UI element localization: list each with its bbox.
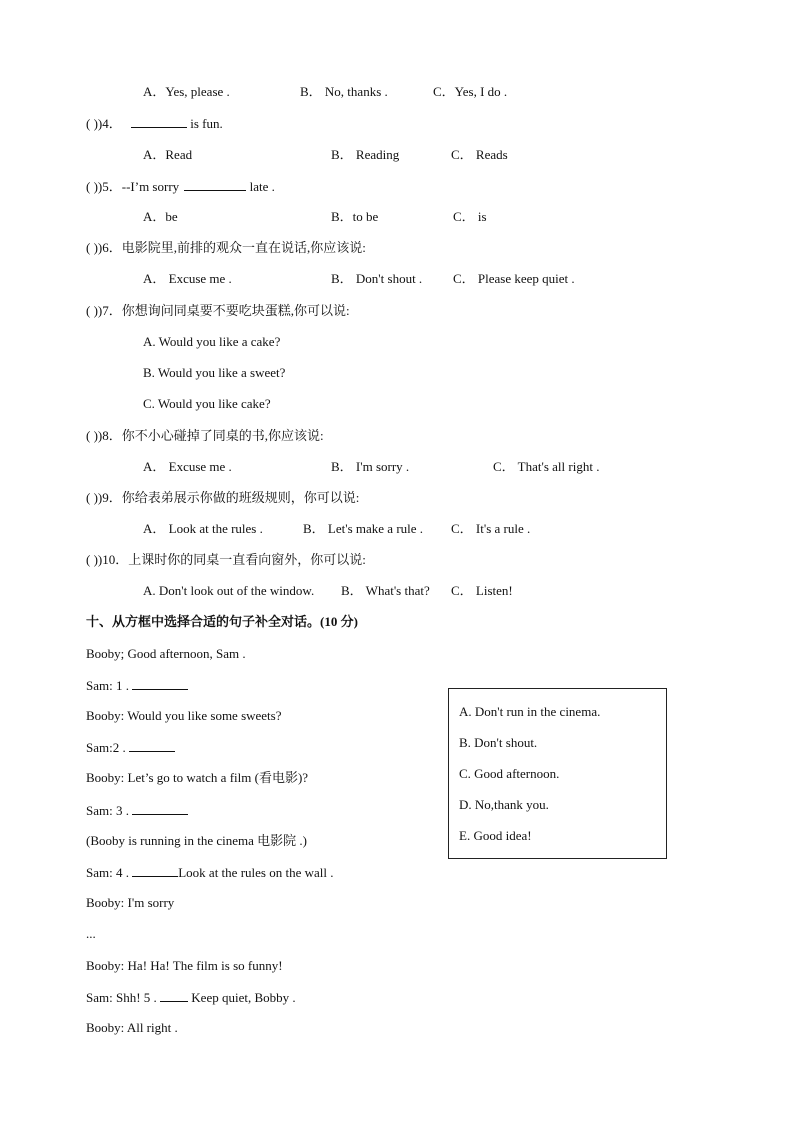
dialogue-text: Sam: 4 . [86,865,129,880]
q8-option-b: B． I'm sorry . [331,459,410,474]
q8-option-a: A． Excuse me . [143,459,232,474]
dialogue-line-12: Booby: All right . [86,1020,178,1035]
dialogue-text: Sam: Shh! 5 . [86,990,157,1005]
q4-option-c: C． Reads [451,147,508,162]
question-8 [86,428,324,444]
q7-option-b: B. Would you like a sweet? [143,365,286,380]
dialogue-line-8 [86,864,333,881]
dialogue-line-2 [86,677,188,694]
answer-paren: ( ) [86,303,98,318]
dialogue-text: Sam:2 . [86,740,126,755]
question-4 [86,115,223,132]
q5-option-c: C． is [453,209,487,224]
answer-paren: ( ) [86,240,98,255]
q6-option-b: B． Don't shout . [331,271,423,286]
answer-blank-2 [129,739,175,752]
q9-option-a: A． Look at the rules . [143,521,263,536]
question-5 [86,178,275,195]
question-6 [86,240,366,256]
answer-paren: ( ) [86,490,98,505]
answer-paren: ( ) [86,179,98,194]
box-option-b: B. Don't shout. [459,735,538,750]
q6-option-c: C． Please keep quiet . [453,271,575,286]
dialogue-text: Sam: 1 . [86,678,129,693]
q4-option-b: B． Reading [331,147,400,162]
q10-option-b: B． What's that? [341,583,430,598]
question-7 [86,303,350,319]
question-text: is fun. [187,116,223,131]
dialogue-line-4 [86,739,175,756]
q6-option-a: A． Excuse me . [143,271,232,286]
q5-option-b: B．to be [331,209,379,224]
dialogue-line-10: Booby: Ha! Ha! The film is so funny! [86,958,283,973]
question-text-after: late . [246,179,275,194]
answer-blank [184,178,246,191]
question-10 [86,552,366,568]
dialogue-line-7: (Booby is running in the cinema 电影院 .) [86,833,307,848]
q4-option-a: A．Read [143,147,193,162]
answer-paren: ( ) [86,428,98,443]
q8-option-c: C． That's all right . [493,459,600,474]
q7-option-a: A. Would you like a cake? [143,334,281,349]
box-option-a: A. Don't run in the cinema. [459,704,601,719]
dialogue-text: Sam: 3 . [86,803,129,818]
question-text: )10．上课时你的同桌一直看向窗外，你可以说: [97,552,366,567]
box-option-c: C. Good afternoon. [459,766,560,781]
answer-paren: ( ) [86,552,98,567]
question-9 [86,490,359,506]
q3-option-c: C．Yes, I do . [433,84,508,99]
answer-blank-1 [132,677,188,690]
answer-paren: ( ) [86,116,98,131]
dialogue-line-3: Booby: Would you like some sweets? [86,708,282,723]
dialogue-text-after: Look at the rules on the wall . [178,865,334,880]
question-text: )7．你想询问同桌要不要吃块蛋糕,你可以说: [97,303,350,318]
question-text: )9．你给表弟展示你做的班级规则，你可以说: [97,490,360,505]
box-option-e: E. Good idea! [459,828,532,843]
answer-blank-3 [132,802,188,815]
question-text: )8．你不小心碰掉了同桌的书,你应该说: [97,428,324,443]
q5-option-a: A．be [143,209,178,224]
section-heading: 十、从方框中选择合适的句子补全对话。(10 分) [86,614,358,629]
dialogue-line-6 [86,802,188,819]
answer-blank-5 [160,989,188,1002]
q3-option-b: B． No, thanks . [300,84,388,99]
question-text: )6．电影院里,前排的观众一直在说话,你应该说: [97,240,366,255]
box-option-d: D. No,thank you. [459,797,549,812]
dialogue-line-9: Booby: I'm sorry [86,895,175,910]
q9-option-c: C． It's a rule . [451,521,531,536]
question-text: )5．--I’m sorry [97,179,180,194]
q10-option-c: C． Listen! [451,583,513,598]
q7-option-c: C. Would you like cake? [143,396,271,411]
q9-option-b: B． Let's make a rule . [303,521,424,536]
options-box [448,688,667,859]
dialogue-line-1: Booby; Good afternoon, Sam . [86,646,246,661]
question-number: )4． [97,116,122,131]
dialogue-line-5: Booby: Let’s go to watch a film (看电影)? [86,770,309,785]
dialogue-line-11 [86,989,296,1006]
dialogue-ellipsis: ... [86,926,96,941]
q3-option-a: A．Yes, please . [143,84,230,99]
answer-blank [131,115,187,128]
q10-option-a: A. Don't look out of the window. [143,583,315,598]
dialogue-text-after: Keep quiet, Bobby . [188,990,296,1005]
answer-blank-4 [132,864,178,877]
